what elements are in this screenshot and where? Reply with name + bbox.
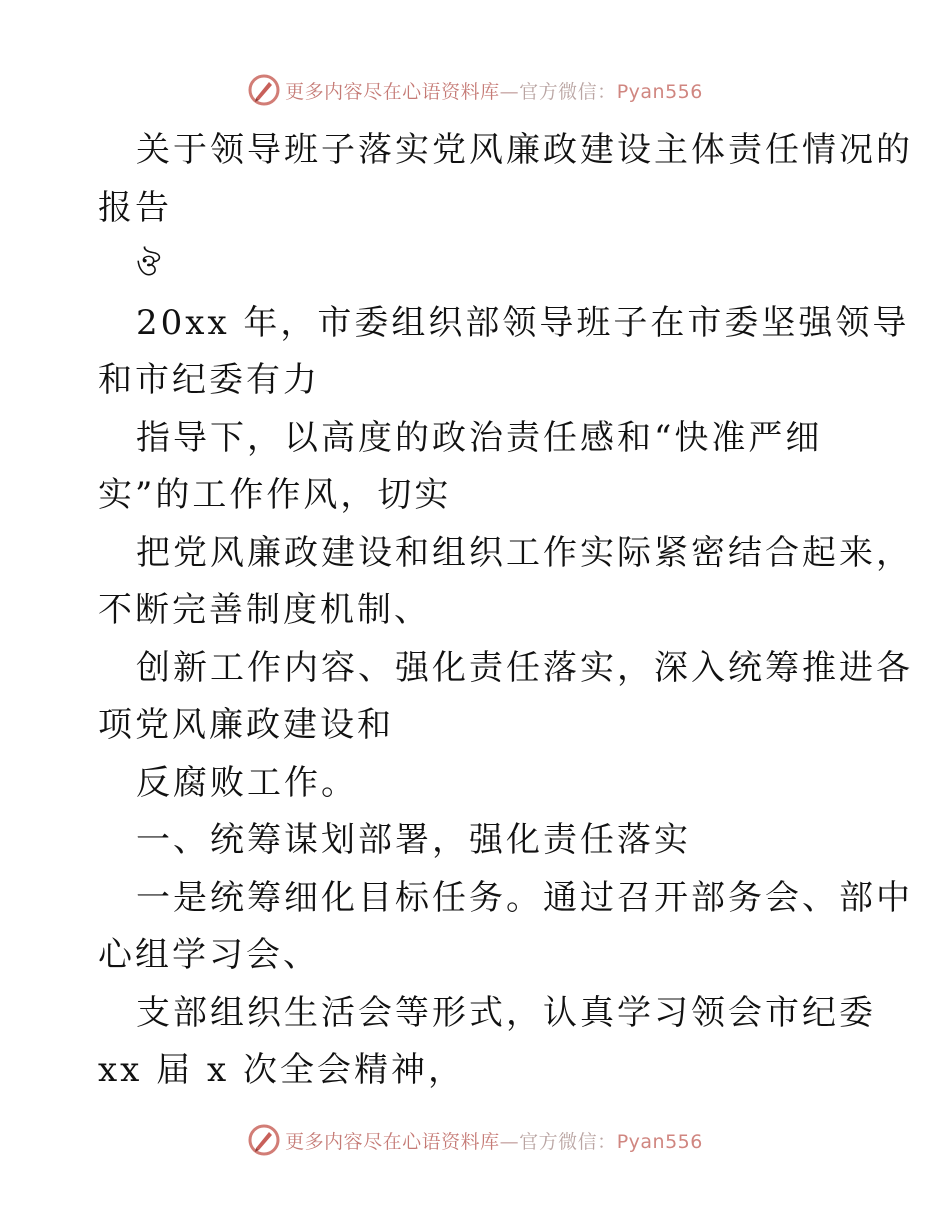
watermark-wechat-id: Pyan556 <box>616 1130 703 1153</box>
paragraph-line: 支部组织生活会等形式，认真学习领会市纪委 <box>136 992 876 1033</box>
paragraph-line: 创新工作内容、强化责任落实，深入统筹推进各 <box>136 647 913 688</box>
pen-nib-circle-icon <box>247 73 281 107</box>
paragraph-line: 把党风廉政建设和组织工作实际紧密结合起来， <box>136 532 913 573</box>
ornament-icon: ঔ <box>136 248 161 283</box>
header-watermark <box>0 70 950 110</box>
paragraph-line: 反腐败工作。 <box>136 762 358 803</box>
paragraph-line: 和市纪委有力 <box>98 360 320 400</box>
watermark-wechat-label: 官方微信： <box>519 80 617 103</box>
document-title-line-2: 报告 <box>98 187 172 228</box>
paragraph-line: 实”的工作作风，切实 <box>98 475 452 515</box>
paragraph-line: 20xx 年，市委组织部领导班子在市委坚强领导 <box>136 302 910 343</box>
paragraph-line: 项党风廉政建设和 <box>98 705 394 745</box>
watermark-dash: — <box>499 1130 520 1153</box>
pen-nib-circle-icon <box>247 1123 281 1157</box>
watermark-wechat-id: Pyan556 <box>616 80 703 103</box>
watermark-wechat-label: 官方微信： <box>519 1130 617 1153</box>
paragraph-line: 一是统筹细化目标任务。通过召开部务会、部中 <box>136 877 913 918</box>
section-heading: 一、统筹谋划部署，强化责任落实 <box>136 820 691 860</box>
paragraph-line: 心组学习会、 <box>98 935 320 975</box>
footer-watermark <box>0 1120 950 1160</box>
paragraph-line: 不断完善制度机制、 <box>98 590 431 630</box>
watermark-brand: 更多内容尽在心语资料库 <box>285 80 500 103</box>
paragraph-line: 指导下，以高度的政治责任感和“快准严细 <box>136 417 823 458</box>
paragraph-line: xx 届 x 次全会精神， <box>98 1050 465 1090</box>
document-title-line-1: 关于领导班子落实党风廉政建设主体责任情况的 <box>136 130 913 170</box>
watermark-dash: — <box>499 80 520 103</box>
watermark-brand: 更多内容尽在心语资料库 <box>285 1130 500 1153</box>
document-body <box>98 122 913 1100</box>
